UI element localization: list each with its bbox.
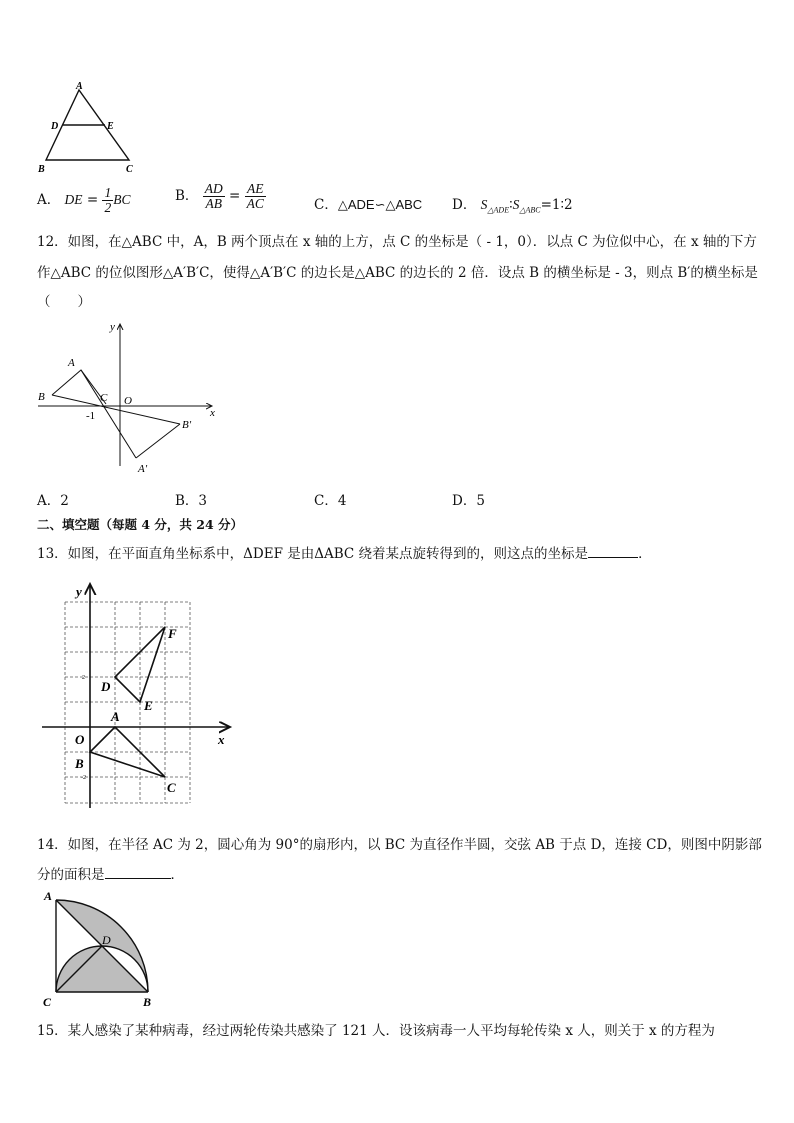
triangle-abc [52,370,106,404]
q12-option-b: B．3 [175,493,208,509]
q12-line-1: 12．如图，在△ABC 中，A，B 两个顶点在 x 轴的上方，点 C 的坐标是（ - 1，0）．以点 C 为位似中心，在 x 轴的下方 [37,234,757,250]
label-x: x [218,732,225,747]
label-aprime: A′ [138,463,148,475]
tick-2: 2 [82,675,85,681]
q11-option-a: A． DE = $\frac{1}{2}$ BC [37,185,131,216]
section-heading: 二、填空题（每题 4 分，共 24 分） [37,517,244,532]
label-b: B [38,164,45,175]
label-b: B [38,391,45,403]
q11-option-d: D． $S_{\triangle ADE}∶S_{\triangle ABC}=1∶2$ [452,197,573,215]
q14-line-2: 分的面积是 ． [37,867,184,883]
label-b: B [143,995,152,1008]
line-b-bprime [52,395,180,424]
q14-answer-blank[interactable] [105,878,171,879]
label-a: A [44,889,53,903]
q11-option-c: C．△ADE∽△ABC [314,197,423,213]
label-b: B [75,756,84,771]
label-d: D [51,121,59,132]
q12-line-2: 作△ABC 的位似图形△A′B′C，使得△A′B′C 的边长是△ABC 的边长的 2 倍．设点 B 的横坐标是 - 3，则点 B′的横坐标是 [37,265,758,281]
q11-triangle-figure [34,78,144,178]
label-c: C [167,780,176,795]
label-d: D [102,933,111,947]
q12-option-a: A．2 [37,493,69,509]
label-e: E [107,121,114,132]
q12-homothety-figure [34,318,224,480]
q13-text: 13．如图，在平面直角坐标系中，ΔDEF 是由ΔABC 绕着某点旋转得到的，则这点的坐标是 ． [37,546,652,562]
q12-line-3: （ ） [37,294,91,310]
label-c: C [126,164,133,175]
label-o: O [75,732,85,747]
q12-option-c: C．4 [314,493,347,509]
label-a: A [68,357,75,369]
label-y: y [76,584,82,599]
label-a: A [111,709,120,724]
label-d: D [101,679,111,694]
segment-aprime-bprime [136,424,180,458]
label-bprime: B′ [182,419,192,431]
q13-answer-blank[interactable] [588,557,638,558]
label-c: C [43,995,52,1008]
q12-option-d: D．5 [452,493,485,509]
label-x: x [210,407,215,419]
label-e: E [144,698,153,713]
label-f: F [168,626,177,641]
q11-option-b: B． $\frac{AD}{AB}$ = $\frac{AE}{AC}$ [175,181,264,212]
label-a: A [76,81,83,92]
q14-sector-figure [38,886,163,1008]
q13-grid-figure [38,578,238,810]
label-o: O [124,395,132,407]
q15-text: 15．某人感染了某种病毒，经过两轮传染共感染了 121 人．设该病毒一人平均每轮传染 x 人，则关于 x 的方程为 [37,1023,715,1039]
tick-minus2: -2 [81,775,86,781]
label-c: C [100,392,108,404]
label-neg1: -1 [86,410,96,422]
q14-line-1: 14．如图，在半径 AC 为 2，圆心角为 90°的扇形内，以 BC 为直径作半圆，交弦 AB 于点 D，连接 CD，则图中阴影部 [37,837,762,853]
label-y: y [110,321,115,333]
